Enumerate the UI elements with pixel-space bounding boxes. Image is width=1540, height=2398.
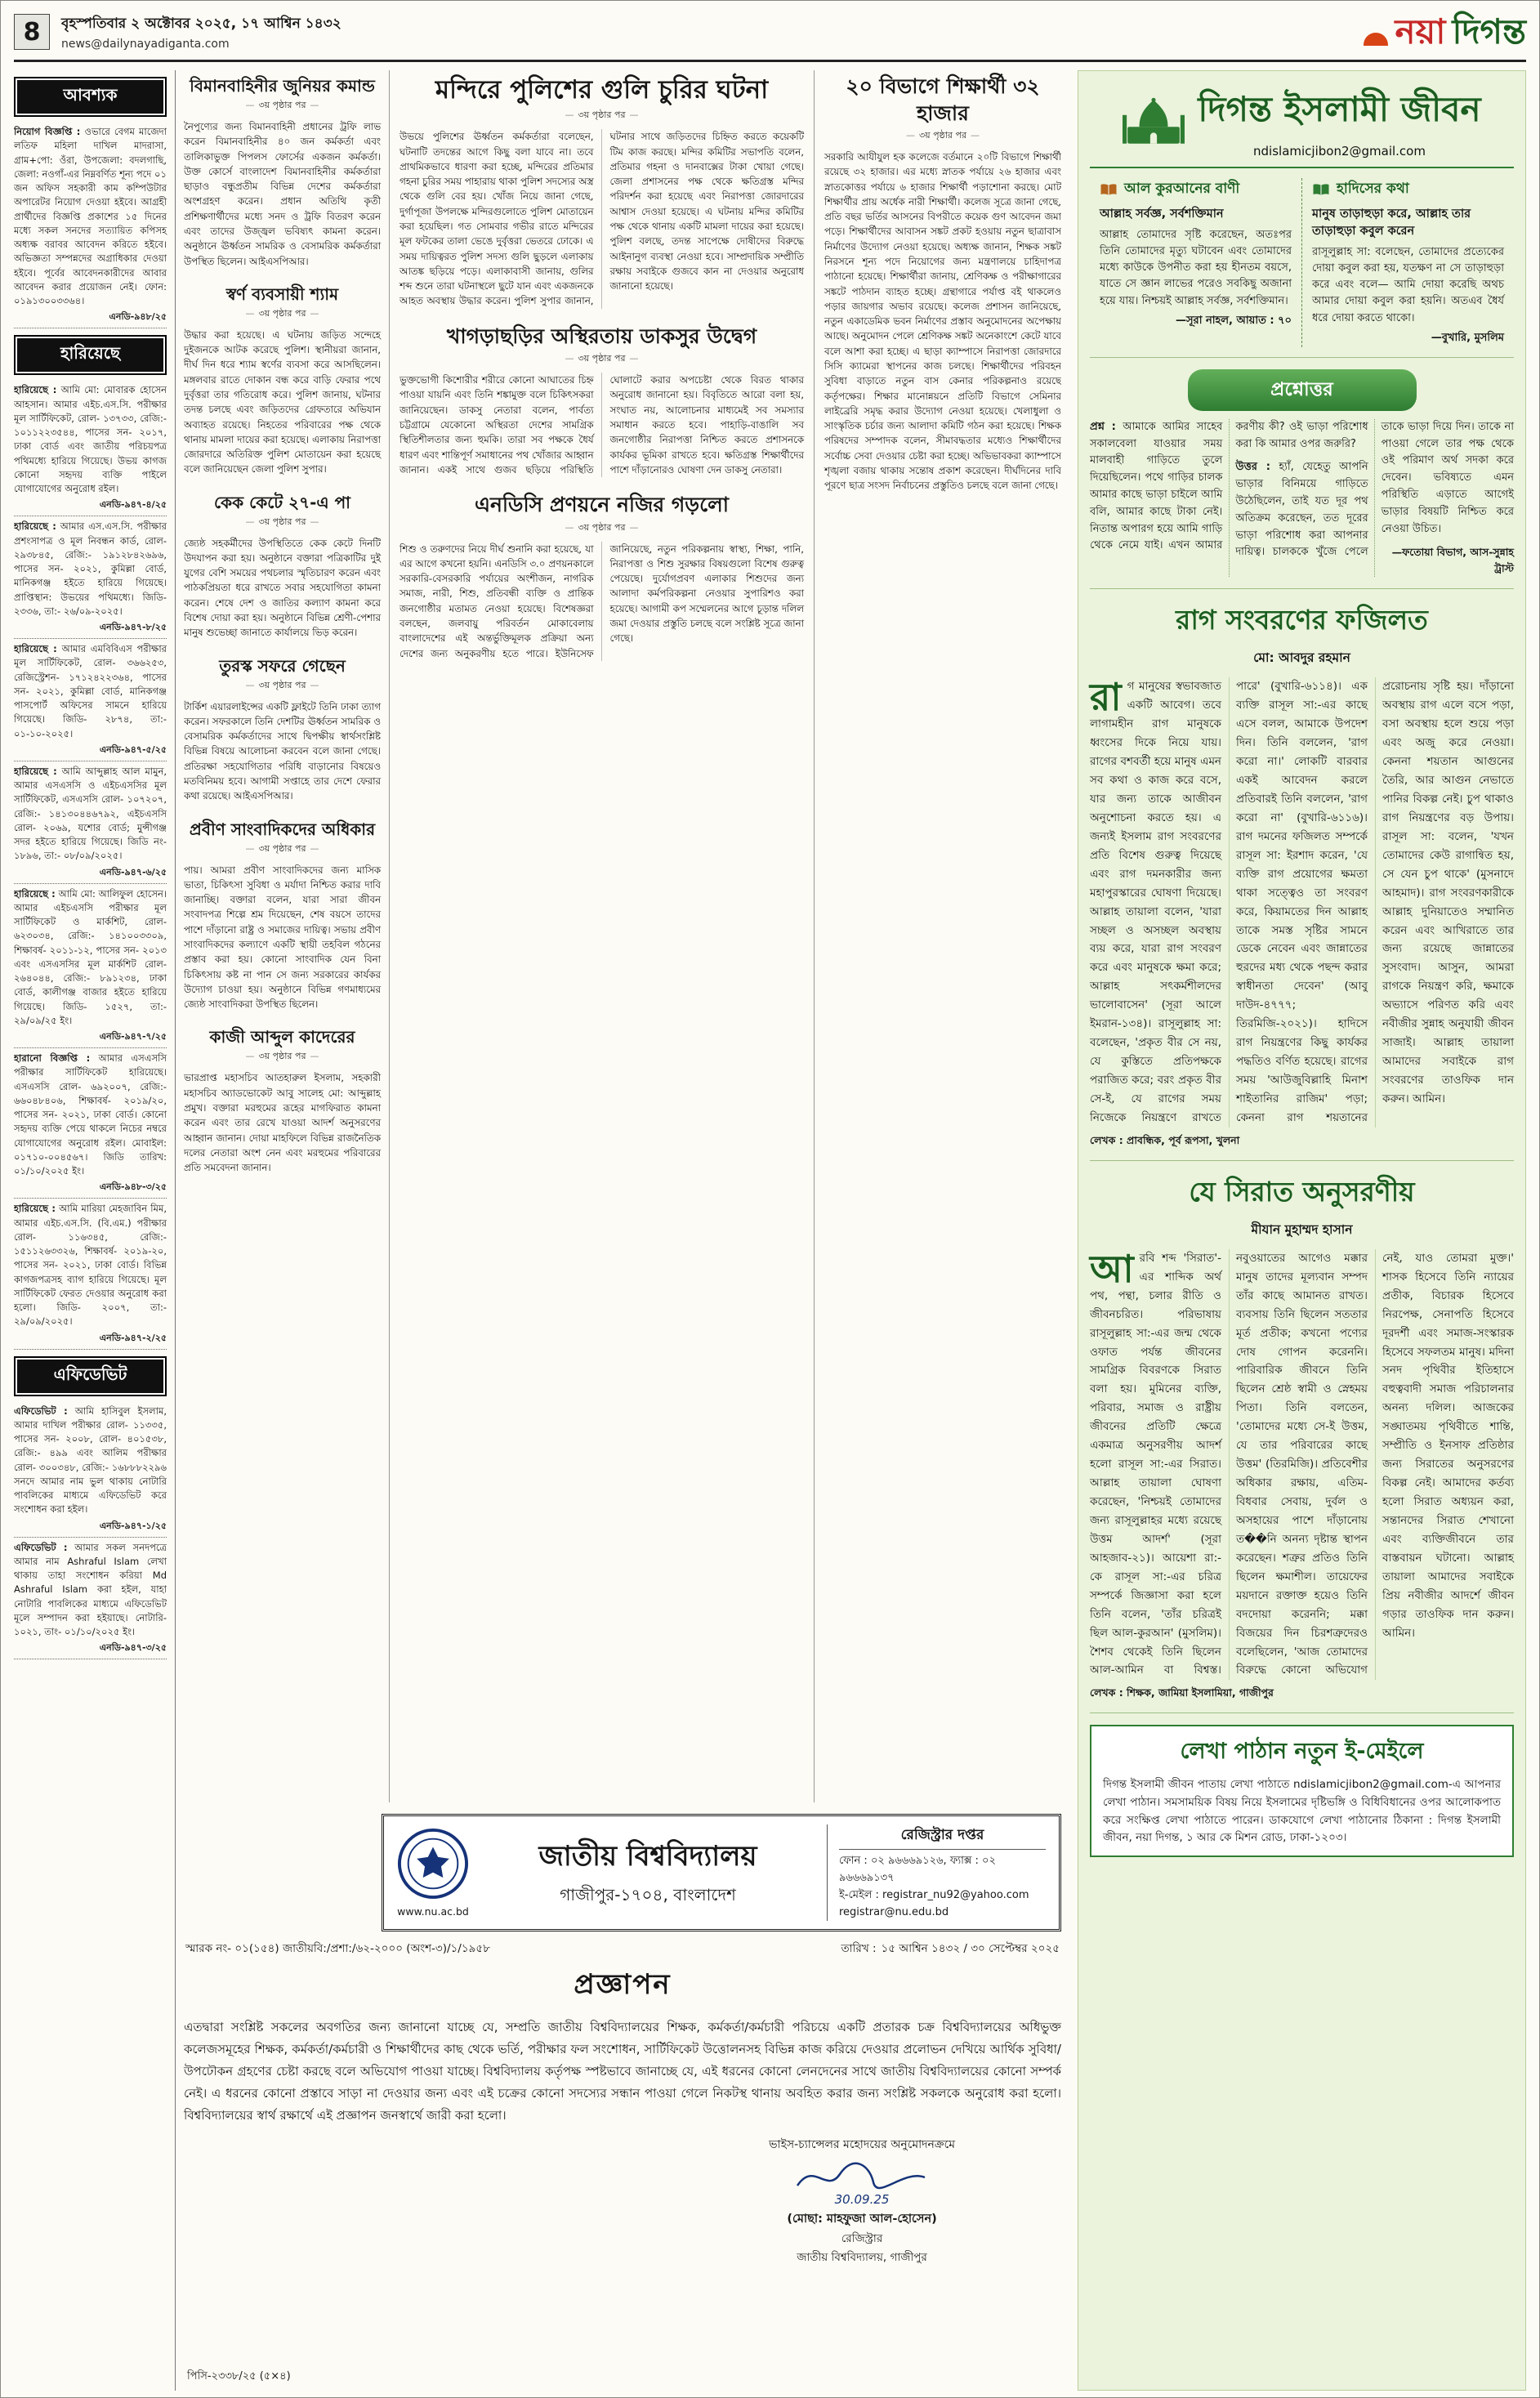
signer-designation: রেজিস্ট্রার bbox=[841, 2232, 883, 2246]
article-anger-control bbox=[1090, 589, 1514, 1161]
article-headline: কাজী আব্দুল কাদেরের bbox=[209, 1027, 355, 1047]
nu-registrar-office bbox=[827, 1824, 1046, 1921]
gazette-body: এতদ্বারা সংশ্লিষ্ট সকলের অবগতির জন্য জানানো যাচ্ছে যে, সম্প্রতি জাতীয় বিশ্ববিদ্যালয়ের শিক্ষক, কর্মকর্তা/কর্মচারী পরিচয়ে একটি প্রতারক চক্র বিশ্ববিদ্যালয়ের অধিভুক্ত কলেজসমূহের শিক্ষক, কর্মকর্তা/কর্মচারী ও শিক্ষার্থীদের কাছ থেকে ভর্তি, পরীক্ষার ফল সংশোধন, সার্টিফিকেট উত্তোলনসহ বিভিন্ন কাজ করিয়ে দেওয়ার প্রলোভন দেখিয়ে আর্থিক সুবিধা/উপঢৌকন গ্রহণের চেষ্টা করছে বলে অভিযোগ পাওয়া যাচ্ছে। বিশ্ববিদ্যালয় কর্তৃপক্ষ স্পষ্টভাবে জানাচ্ছে যে, এই ধরনের কোনো লেনদেনের সাথে জাতীয় বিশ্ববিদ্যালয়ের কোনো সম্পর্ক নেই। এ ধরনের কোনো প্রস্তাবে সাড়া না দেওয়ার জন্য এবং এই চক্রের কোনো সদস্যের সন্ধান পাওয়া গেলে নিকটস্থ থানায় অবহিত করার জন্য সংশ্লিষ্ট সকলকে অনুরোধ করা হলো। বিশ্ববিদ্যালয়ের স্বার্থ রক্ষার্থে এই প্রজ্ঞাপন জনস্বার্থে জারী করা হলো। bbox=[184, 2020, 1061, 2123]
classified-item bbox=[14, 1401, 167, 1538]
hadith-body: রাসূলুল্লাহ সা: বলেছেন, তোমাদের প্রত্যেকের দোয়া কবুল করা হয়, যতক্ষণ না সে তাড়াহুড়া করে এবং বলে— আমি দোয়া করেছি অথচ আমার দোয়া কবুল করা হয়নি। অতএব ধৈর্য ধরে দোয়া করতে থাকো। bbox=[1312, 246, 1504, 324]
nu-email-2: registrar@nu.edu.bd bbox=[839, 1905, 949, 1918]
continued-from-note: — ৩য় পৃষ্ঠার পর — bbox=[400, 520, 804, 536]
mosque-icon bbox=[1123, 96, 1185, 145]
article-veteran-journalists bbox=[184, 819, 381, 1012]
article-body: টার্কিশ এয়ারলাইন্সের একটি ফ্লাইটে তিনি ঢাকা ত্যাগ করেন। সফরকালে তিনি দেশটির ঊর্ধ্বতন সামরিক ও বেসামরিক কর্মকর্তাদের সাথে দ্বিপক্ষীয় স্বার্থসংশ্লিষ্ট বিভিন্ন বিষয়ে আলোচনা করবেন বলে জানা গেছে। প্রতিরক্ষা সহযোগিতার পরিধি বাড়ানোর বিষয়েও মতবিনিময় হবে। আগামী সপ্তাহে তার দেশে ফেরার কথা রয়েছে। আইএসপিআর। bbox=[184, 700, 381, 802]
classifieds-column bbox=[14, 70, 176, 2391]
page-number: 8 bbox=[14, 14, 50, 50]
classified-text: নিয়োগ বিজ্ঞপ্তি : ওভারে বেগম মাজেদা লতিফ মহিলা দাখিল মাদরাসা, গ্রাম+পো: ওঁরা, উপজেলা: বদলগাছি, জেলা: নওগাঁ-এর নিম্নবর্ণিত শূন্য পদে ০১ জন অফিস সহকারী কাম কম্পিউটার অপারেটর নিয়োগ দেওয়া হইবে। আগ্রহী প্রার্থীদের বিজ্ঞপ্তি প্রকাশের ১৫ দিনের মধ্যে সকল সনদের সত্যায়িত কপিসহ অধ্যক্ষ বরাবর আবেদন করিতে হইবে। অভিজ্ঞতা সম্পন্নদের অগ্রাধিকার দেওয়া হইবে। পূর্বের আবেদনকারীদের আবার আবেদন করার প্রয়োজন নেই। ফোন: ০১৯১৩০০৩৩৬৪। bbox=[14, 126, 167, 306]
qa-answer: উত্তর : হ্যাঁ, যেহেতু আপনি ভাড়ার বিনিময়ে গাড়িতে উঠেছিলেন, তাই যত দূর পথ অতিক্রম করেছেন, তত দূরের ভাড়া পরিশোধ করা আপনার দায়িত্ব। চালককে খুঁজে পেলে তাকে ভাড়া দিয়ে দিন। তাকে না পাওয়া গেলে তার পক্ষ থেকে ওই পরিমাণ অর্থ সদকা করে দেবেন। ভবিষ্যতে এমন পরিস্থিতি এড়াতে আগেই ভাড়ার বিষয়টি নিশ্চিত করে নেওয়া উচিত। bbox=[1235, 420, 1514, 559]
article-cake-27-years bbox=[184, 492, 381, 641]
article-seerah bbox=[1090, 1161, 1514, 1714]
nu-seal-logo bbox=[397, 1828, 469, 1900]
classified-code: এনডি-৯৪৭-২/২৫ bbox=[99, 1332, 167, 1343]
islamic-section-email: ndislamicjibon2@gmail.com bbox=[1253, 144, 1426, 159]
send-writing-title: লেখা পাঠান নতুন ই-মেইলে bbox=[1180, 1739, 1424, 1765]
signer-organization: জাতীয় বিশ্ববিদ্যালয়, গাজীপুর bbox=[797, 2251, 927, 2265]
article-headline: তুরস্ক সফরে গেছেন bbox=[219, 655, 346, 676]
article-32-thousand-students bbox=[824, 74, 1061, 493]
article-kazi-abdul-kader bbox=[184, 1026, 381, 1175]
sun-icon bbox=[1364, 33, 1388, 46]
masthead-rule bbox=[14, 60, 1526, 62]
article-headline: কেক কেটে ২৭-এ পা bbox=[214, 492, 350, 512]
nu-date-lines: ১৫ আশ্বিন ১৪৩২ / ৩০ সেপ্টেম্বর ২০২৫ bbox=[881, 1942, 1060, 1956]
islamic-title-wrap bbox=[1198, 83, 1480, 159]
nu-logo-cell bbox=[397, 1828, 469, 1918]
qa-question: প্রশ্ন : আমাকে আমির সাহেব সকালবেলা যাওয়ার সময় মালবাহী গাড়িতে তুলে দিয়েছিলেন। পথে গাড়ির চালক আমার কাছে ভাড়া চাইলে আমি বলি, আমার কাছে টাকা নেই। নিতান্ত অপারগ হয়ে আমি গাড়ি থেকে নেমে যাই। এখন আমার করণীয় কী? ওই ভাড়া পরিশোধ করা কি আমার ওপর জরুরি? bbox=[1090, 420, 1368, 552]
classified-code: এনডি-৯৪৭-৬/২৫ bbox=[99, 866, 167, 877]
qa-source: —ফতোয়া বিভাগ, আস-সুন্নাহ ট্রাস্ট bbox=[1391, 546, 1514, 575]
send-writing-box bbox=[1090, 1725, 1514, 1856]
classified-item bbox=[14, 639, 167, 761]
qa-body bbox=[1090, 419, 1514, 590]
classified-text: হারিয়েছে : আমি মো: মোবারক হোসেন আহসান। আমার এইচ.এস.সি. পরীক্ষার মূল সার্টিফিকেট, রোল- ১৩৭৩৩, রেজি:- ১০১১২২৩৫৪৪, পাসের সন- ২০১৭, ঢাকা বোর্ড এবং জাতীয় পরিচয়পত্র পথিমধ্যে হারিয়ে গিয়েছে। উভয় কাগজ কোনো সহৃদয় ব্যক্তি পাইলে যোগাযোগের অনুরোধ রইল। bbox=[14, 384, 167, 494]
hadith-title-row bbox=[1312, 178, 1504, 201]
nu-website: www.nu.ac.bd bbox=[397, 1905, 469, 1918]
middle-articles bbox=[184, 70, 1061, 1802]
logo-text-diganta: দিগন্ত bbox=[1452, 11, 1526, 51]
article-airforce-junior-command bbox=[184, 75, 381, 269]
classified-code: এনডি-৯৪৭-৩/২৫ bbox=[99, 1642, 167, 1654]
hadith-title: হাদিসের কথা bbox=[1337, 181, 1409, 197]
continued-from-note: — ৩য় পৃষ্ঠার পর — bbox=[184, 842, 381, 857]
hadith-source: —বুখারি, মুসলিম bbox=[1431, 331, 1504, 344]
signer-name: (মোছা: মাহফুজা আল-হোসেন) bbox=[787, 2213, 937, 2226]
nu-gazette-notice bbox=[184, 1814, 1061, 2391]
nu-memo-row bbox=[185, 1940, 1060, 1958]
section-header-aboshyok: আবশ্যক bbox=[14, 77, 167, 117]
classified-text: হারিয়েছে : আমি মো: আলিফুল হোসেন। আমার এইচএসসি পরীক্ষার মূল সার্টিফিকেট ও মার্কশিট, রোল- ৬২৩০৩৪, রেজি:- ১৪১০০৩৩০৯, শিক্ষাবর্ষ- ২০১১-১২, পাসের সন- ২০১৩ এবং এসএসসির মূল মার্কশিট রোল- ২৬৪০৪৪, রেজি:- ৮৯১২৩৪, ঢাকা বোর্ড, কালীগঞ্জ বাজার হইতে হারিয়ে গিয়েছে। জিডি- ১৫২৭, তা:- ২৯/০৯/২৫ ইং। bbox=[14, 887, 167, 1026]
quran-book-icon bbox=[1100, 183, 1118, 196]
hadith-box bbox=[1301, 178, 1514, 347]
continued-from-note: — ৩য় পৃষ্ঠার পর — bbox=[400, 351, 804, 367]
islamic-section-header bbox=[1090, 79, 1514, 168]
verse-row bbox=[1090, 168, 1514, 358]
article-ndc-precedent bbox=[400, 492, 804, 661]
nu-memo-number: স্মারক নং- ০১(১৫৪) জাতীয়বি:/প্রশা:/৬২-২০০০ (অংশ-৩)/১/১৯৫৮ bbox=[185, 1942, 490, 1956]
article-headline: বিমানবাহিনীর জুনিয়র কমান্ড bbox=[190, 76, 375, 96]
classified-item bbox=[14, 884, 167, 1049]
nu-letterhead bbox=[382, 1814, 1061, 1931]
classified-text: এফিডেভিট : আমার সকল সনদপত্রে আমার নাম Ashraful Islam লেখা থাকায় তাহা সংশোধন করিয়া Md Ashraful Islam করা হইল, যাহা নোটারি পাবলিকের মাধ্যমে এফিডেভিট মূলে সম্পাদন করা হইয়াছে। নোটারি- ১০২১, তাং- ০১/১০/২০২৫ ইং। bbox=[14, 1541, 167, 1637]
continued-from-note: — ৩য় পৃষ্ঠার পর — bbox=[184, 515, 381, 530]
classified-code: এনডি-৯৪৭-৭/২৫ bbox=[99, 1031, 167, 1042]
dateline bbox=[61, 13, 341, 51]
send-writing-body: দিগন্ত ইসলামী জীবন পাতায় লেখা পাঠাতে ndislamicjibon2@gmail.com-এ আপনার লেখা পাঠান। সমসাময়িক বিষয় নিয়ে ইসলামের দৃষ্টিভঙ্গি ও বিধিবিধানের ওপর আলোকপাত করে সংক্ষিপ্ত লেখা পাঠাতে পারেন। ডাকযোগে লেখা পাঠানোর ঠিকানা : দিগন্ত ইসলামী জীবন, নয়া দিগন্ত, ১ আর কে মিশন রোড, ঢাকা-১২০৩। bbox=[1103, 1778, 1501, 1845]
quran-verse-title: আল কুরআনের বাণী bbox=[1124, 181, 1240, 197]
classified-text: হারিয়েছে : আমি আব্দুল্লাহ আল মামুন, আমার এসএসসি ও এইচএসসির মূল সার্টিফিকেট, এসএসসি রোল- ১০৭২০৭, রেজি:- ১৪১৩০৪৪৬৭৯২, এইচএসসি রোল- ২০৬৯, যশোর বোর্ড; মুন্সীগঞ্জ সদর হইতে হারিয়ে গিয়েছে। জিডি নং- ১৮৯৬, তা:- ০৮/০৯/২০২৫। bbox=[14, 765, 167, 862]
nu-university-address: গাজীপুর-১৭০৪, বাংলাদেশ bbox=[560, 1885, 736, 1905]
quran-verse-body: আল্লাহ তোমাদের সৃষ্টি করেছেন, অতঃপর তিনি তোমাদের মৃত্যু ঘটাবেন এবং তোমাদের মধ্যে কাউকে উপনীত করা হয় হীনতম বয়সে, যাতে সে জ্ঞান লাভের পরেও সবকিছু অজানা হয়ে যায়। নিশ্চয়ই আল্লাহ সর্বজ্ঞ, সর্বশক্তিমান। bbox=[1100, 229, 1292, 307]
approval-line: ভাইস-চ্যান্সেলর মহোদয়ের অনুমোদনক্রমে bbox=[769, 2138, 955, 2152]
article-turkey-visit bbox=[184, 655, 381, 804]
article-headline: প্রবীণ সাংবাদিকদের অধিকার bbox=[189, 819, 376, 839]
nu-office-title: রেজিস্ট্রার দপ্তর bbox=[839, 1824, 1046, 1850]
middle-column-2 bbox=[390, 70, 815, 1802]
classified-code: এনডি-৯৪৭-৪/২৫ bbox=[99, 499, 167, 511]
article-body: ভারপ্রাপ্ত মহাসচিব আতহারুল ইসলাম, সহকারী মহাসচিব অ্যাডভোকেট আবু সালেহ মো: আব্দুল্লাহ প্রমুখ। বক্তারা মরহুমের রূহের মাগফিরাত কামনা করেন এবং তার রেখে যাওয়া আদর্শ অনুসরণের আহ্বান জানান। দোয়া মাহফিলে বিভিন্ন রাজনৈতিক দলের নেতারা অংশ নেন এবং মরহুমের পরিবারের প্রতি সমবেদনা জানান। bbox=[184, 1072, 381, 1174]
nu-email-1: ই-মেইল : registrar_nu92@yahoo.com bbox=[839, 1888, 1029, 1901]
print-code: পিসি-২৩৩৮/২৫ (৫×৪) bbox=[187, 2370, 291, 2382]
article-headline: খাগড়াছড়ির অস্থিরতায় ডাকসুর উদ্বেগ bbox=[446, 324, 757, 348]
article-body: জ্যেষ্ঠ সহকর্মীদের উপস্থিতিতে কেক কেটে দিনটি উদযাপন করা হয়। অনুষ্ঠানে বক্তারা পত্রিকাটির দুই যুগের বেশি সময়ের পথচলার স্মৃতিচারণ করেন এবং পাঠকপ্রিয়তা ধরে রাখতে সবার সহযোগিতা কামনা করেন। শেষে দেশ ও জাতির কল্যাণ কামনা করে বিশেষ দোয়া করা হয়। অনুষ্ঠানে বিভিন্ন শ্রেণী-পেশার মানুষ শুভেচ্ছা জানাতে কার্যালয়ে ভিড় করেন। bbox=[184, 537, 381, 639]
classified-code: এনডি-৯৪৭-৮/২৫ bbox=[99, 622, 167, 632]
continued-from-note: — ৩য় পৃষ্ঠার পর — bbox=[824, 128, 1061, 144]
dropcap-letter: রা bbox=[1090, 675, 1122, 720]
islamic-article-footer: লেখক : শিক্ষক, জামিয়া ইসলামিয়া, গাজীপুর bbox=[1090, 1686, 1274, 1699]
classified-text: এফিডেভিট : আমি হাসিবুল ইসলাম, আমার দাখিল পরীক্ষার রোল- ১১৩৩৫, পাসের সন- ২০০৮, রোল- ৪০১৫৩৮, রেজি:- ৪৯৯ এবং আলিম পরীক্ষার রোল- ৩০০৩৪৮, রেজি:- ১৬৮৮৮২২৯৬ সনদে আমার নাম ভুল থাকায় নোটারি পাবলিকের মাধ্যমে এফিডেভিট করে সংশোধন করা হইল। bbox=[14, 1404, 167, 1516]
qa-ribbon-title: প্রশ্নোত্তর bbox=[1188, 369, 1417, 411]
continued-from-note: — ৩য় পৃষ্ঠার পর — bbox=[184, 306, 381, 322]
logo-text-naya: নয়া bbox=[1395, 11, 1446, 51]
middle-section bbox=[176, 70, 1069, 2391]
continued-from-note: — ৩য় পৃষ্ঠার পর — bbox=[184, 98, 381, 114]
classified-code: এনডি-৯৪৭-১/২৫ bbox=[99, 1520, 167, 1531]
section-header-lost: হারিয়েছে bbox=[14, 335, 167, 375]
continued-from-note: — ৩য় পৃষ্ঠার পর — bbox=[184, 678, 381, 694]
classified-code: এনডি-৯৪৮-৩/২৫ bbox=[99, 1181, 167, 1193]
classified-text: হারিয়েছে : আমার এস.এস.সি. পরীক্ষার প্রশংসাপত্র ও মূল নিবন্ধন কার্ড, রোল- ২৯৩৮৪৫, রেজি:- ১৯১২৮৪২৬৯৬, পাসের সন- ২০২১, কুমিল্লা বোর্ড, মানিকগঞ্জ হইতে হারিয়ে গিয়েছে। প্রাপ্তিস্থান: উভয়ের পথিমধ্যে। জিডি- ২৩৩৬, তা:- ২৬/০৯-২০২৫। bbox=[14, 520, 167, 617]
quran-verse-title-row bbox=[1100, 178, 1292, 201]
masthead-left bbox=[14, 13, 341, 51]
classified-item bbox=[14, 761, 167, 884]
classified-text: হারিয়েছে : আমি মারিয়া মেহজাবিন মিম, আমার এইচ.এস.সি. (বি.এম.) পরীক্ষার রোল- ১১৬৩৪৫, রেজি:- ১৫১১২৬৩৩২৬, শিক্ষাবর্ষ- ২০১৯-২০, পাসের সন- ২০২১, ঢাকা বোর্ড। বিভিন্ন কাগজপত্রসহ ব্যাগ হারিয়ে গিয়েছে। মূল সার্টিফিকেট ফেরত দেওয়ার অনুরোধ করা হলো। জিডি- ২০০৭, তা:- ২৯/০৯/২০২৫। bbox=[14, 1203, 167, 1328]
masthead-email: news@dailynayadiganta.com bbox=[61, 38, 230, 51]
dropcap-letter: আ bbox=[1090, 1246, 1134, 1291]
quran-verse-box bbox=[1090, 178, 1301, 347]
section-header-affidavit: এফিডেভিট bbox=[14, 1356, 167, 1396]
islamic-article-footer: লেখক : প্রাবন্ধিক, পূর্ব রূপসা, খুলনা bbox=[1090, 1133, 1240, 1146]
classified-item bbox=[14, 516, 167, 639]
quran-verse-source: —সূরা নাহল, আয়াত : ৭০ bbox=[1175, 314, 1292, 327]
date-line: বৃহস্পতিবার ২ অক্টোবর ২০২৫, ১৭ আশ্বিন ১৪৩২ bbox=[61, 16, 341, 32]
classified-item bbox=[14, 380, 167, 516]
article-temple-police-firing bbox=[400, 74, 804, 309]
hadith-book-icon bbox=[1312, 183, 1330, 196]
classified-item bbox=[14, 1538, 167, 1660]
page-content bbox=[14, 70, 1526, 2391]
middle-column-1 bbox=[184, 70, 390, 1802]
islamic-article-author: মো: আবদুর রহমান bbox=[1253, 650, 1350, 666]
middle-column-3 bbox=[815, 70, 1061, 1802]
newspaper-logo bbox=[1364, 11, 1526, 51]
article-headline: ২০ বিভাগে শিক্ষার্থী ৩২ হাজার bbox=[846, 74, 1040, 125]
nu-phone: ফোন : ০২ ৯৬৬৬৯১২৬, ফ্যাক্স : ০২ ৯৬৬৬৯১৩৭ bbox=[839, 1855, 996, 1884]
classified-item bbox=[14, 122, 167, 328]
article-body: উদ্ধার করা হয়েছে। এ ঘটনায় জড়িত সন্দেহে দুইজনকে আটক করেছে পুলিশ। স্থানীয়রা জানান, দীর্ঘ দিন ধরে শ্যাম স্বর্ণের ব্যবসা করে আসছিলেন। মঙ্গলবার রাতে দোকান বন্ধ করে বাড়ি ফেরার পথে দুর্বৃত্তরা তার গতিরোধ করে। পুলিশ জানায়, ঘটনার তদন্ত চলছে এবং জড়িতদের গ্রেফতারে অভিযান অব্যাহত রয়েছে। নিহতের পরিবারের পক্ষ থেকে থানায় মামলা দায়ের করা হয়েছে। এলাকায় নিরাপত্তা জোরদারে অতিরিক্ত পুলিশ মোতায়েন করা হয়েছে বলে জানিয়েছেন জেলা পুলিশ সুপার। bbox=[184, 328, 381, 476]
islamic-life-section bbox=[1078, 70, 1526, 2391]
classified-code: এনডি-৯৪৭-৫/২৫ bbox=[99, 744, 167, 755]
islamic-article-headline: রাগ সংবরণের ফজিলত bbox=[1176, 604, 1428, 636]
nu-title-block bbox=[482, 1835, 814, 1910]
nu-date-block bbox=[841, 1940, 1060, 1958]
quran-verse-heading: আল্লাহ সর্বজ্ঞ, সর্বশক্তিমান bbox=[1100, 208, 1224, 221]
islamic-article-headline: যে সিরাত অনুসরণীয় bbox=[1189, 1175, 1415, 1208]
signature-block bbox=[769, 2135, 955, 2267]
classified-item bbox=[14, 1048, 167, 1199]
signature-row bbox=[184, 2135, 1061, 2267]
article-body: উভয়ে পুলিশের ঊর্ধ্বতন কর্মকর্তারা বলেছেন, ঘটনাটি তদন্তের আগে কিছু বলা যাবে না। তবে প্রাথমিকভাবে ধারণা করা হচ্ছে, মন্দিরের প্রতিমার গহনা চুরির সময় পাহারায় থাকা পুলিশ সদস্যের অস্ত্র থেকে গুলি বের হয়। খোঁজ নিয়ে জানা গেছে, দুর্গাপূজা উপলক্ষে মন্দিরগুলোতে পুলিশ মোতায়েন করা হয়েছিল। গত সোমবার গভীর রাতে মন্দিরের মূল ফটকের তালা ভেঙে দুর্বৃত্তরা ভেতরে ঢোকে। এ সময় দায়িত্বরত পুলিশ সদস্য গুলি ছুড়লে এলাকায় আতঙ্ক ছড়িয়ে পড়ে। এলাকাবাসী জানায়, গুলির শব্দ শুনে তারা ঘটনাস্থলে ছুটে যান এবং একজনকে আহত অবস্থায় উদ্ধার করেন। পুলিশ সুপার জানান, ঘটনার সাথে জড়িতদের চিহ্নিত করতে কয়েকটি টিম কাজ করছে। মন্দির কমিটির সভাপতি বলেন, প্রতিমার গহনা ও দানবাক্সের টাকা খোয়া গেছে। জেলা প্রশাসনের পক্ষ থেকে ক্ষতিগ্রস্ত মন্দির পরিদর্শন করা হয়েছে এবং নিরাপত্তা জোরদারের আশ্বাস দেওয়া হয়েছে। এ ঘটনায় মন্দির কমিটির পক্ষ থেকে থানায় একটি মামলা দায়ের করা হয়েছে। পুলিশ বলছে, তদন্ত সাপেক্ষে দোষীদের বিরুদ্ধে আইনানুগ ব্যবস্থা নেওয়া হবে। সাম্প্রদায়িক সম্প্রীতি রক্ষায় সবাইকে গুজবে কান না দেওয়ার অনুরোধ জানানো হয়েছে। bbox=[400, 131, 804, 307]
classified-text: হারানো বিজ্ঞপ্তি : আমার এসএসসি পরীক্ষার সার্টিফিকেট হারিয়েছে। এসএসসি রোল- ৬৯২০০৭, রেজি:- ৬৬০৪৮৪০৬, শিক্ষাবর্ষ- ২০১৯/২০, পাসের সন- ২০২১, ঢাকা বোর্ড। কোনো সহৃদয় ব্যক্তি পেয়ে থাকলে নিচের নম্বরে যোগাযোগের অনুরোধ রইল। মোবাইল: ০১৭১০-০০৪৫৬৭। জিডি তারিখ: ০১/১০/২০২৫ ইং। bbox=[14, 1052, 167, 1177]
islamic-article-body: রাগ মানুষের স্বভাবজাত একটি আবেগ। তবে লাগামহীন রাগ মানুষকে ধ্বংসের দিকে নিয়ে যায়। রাগের বশবর্তী হয়ে মানুষ এমন সব কথা ও কাজ করে বসে, যার জন্য তাকে আজীবন অনুশোচনা করতে হয়। এ জন্যই ইসলাম রাগ সংবরণের প্রতি বিশেষ গুরুত্ব দিয়েছে এবং রাগ দমনকারীর জন্য মহাপুরস্কারের ঘোষণা দিয়েছে। আল্লাহ তায়ালা বলেন, 'যারা সচ্ছল ও অসচ্ছল অবস্থায় ব্যয় করে, যারা রাগ সংবরণ করে এবং মানুষকে ক্ষমা করে; আল্লাহ সৎকর্মশীলদের ভালোবাসেন' (সূরা আলে ইমরান-১৩৪)। রাসূলুল্লাহ সা: বলেছেন, 'প্রকৃত বীর সে নয়, যে কুস্তিতে প্রতিপক্ষকে পরাজিত করে; বরং প্রকৃত বীর সে-ই, যে রাগের সময় নিজেকে নিয়ন্ত্রণে রাখতে পারে' (বুখারি-৬১১৪)। এক ব্যক্তি রাসূল সা:-এর কাছে এসে বলল, আমাকে উপদেশ দিন। তিনি বললেন, 'রাগ করো না।' লোকটি বারবার একই আবেদন করলে প্রতিবারই তিনি বললেন, 'রাগ করো না' (বুখারি-৬১১৬)। রাগ দমনের ফজিলত সম্পর্কে রাসূল সা: ইরশাদ করেন, 'যে ব্যক্তি রাগ প্রয়োগের ক্ষমতা থাকা সত্ত্বেও তা সংবরণ করে, কিয়ামতের দিন আল্লাহ তাকে সমস্ত সৃষ্টির সামনে ডেকে নেবেন এবং জান্নাতের হুরদের মধ্য থেকে পছন্দ করার স্বাধীনতা দেবেন' (আবু দাউদ-৪৭৭৭; তিরমিজি-২০২১)। হাদিসে রাগ নিয়ন্ত্রণের কিছু কার্যকর পদ্ধতিও বর্ণিত হয়েছে। রাগের সময় 'আউজুবিল্লাহি মিনাশ শাইতানির রাজিম' পড়া; কেননা রাগ শয়তানের প্ররোচনায় সৃষ্টি হয়। দাঁড়ানো অবস্থায় রাগ এলে বসে পড়া, বসা অবস্থায় হলে শুয়ে পড়া এবং অজু করে নেওয়া। কেননা শয়তান আগুনের তৈরি, আর আগুন নেভাতে পানির বিকল্প নেই। চুপ থাকাও রাগ নিয়ন্ত্রণের বড় উপায়। রাসূল সা: বলেন, 'যখন তোমাদের কেউ রাগান্বিত হয়, সে যেন চুপ থাকে' (মুসনাদে আহমাদ)। রাগ সংবরণকারীকে আল্লাহ দুনিয়াতেও সম্মানিত করেন এবং আখিরাতে তার জন্য রয়েছে জান্নাতের সুসংবাদ। আসুন, আমরা রাগকে নিয়ন্ত্রণ করি, ক্ষমাকে অভ্যাসে পরিণত করি এবং নবীজীর সুন্নাহ অনুযায়ী জীবন সাজাই। আল্লাহ তায়ালা আমাদের সবাইকে রাগ সংবরণের তাওফিক দান করুন। আমিন। bbox=[1090, 675, 1514, 1124]
classified-text: হারিয়েছে : আমার এমবিবিএস পরীক্ষার মূল সার্টিফিকেট, রোল- ৩৬৬২৫৩, রেজিস্ট্রেশন- ১৭১২৪২২৩৬৪, পাসের সন- ২০২১, কুমিল্লা বোর্ড, মানিকগঞ্জ পাসপোর্ট অফিসের সামনে হারিয়ে গিয়েছে। জিডি- ২৮৭৪, তা:- ০১-১০-২০২৫। bbox=[14, 643, 167, 739]
nu-university-name: জাতীয় বিশ্ববিদ্যালয় bbox=[538, 1840, 757, 1873]
article-body: নৈপুণ্যের জন্য বিমানবাহিনী প্রধানের ট্রফি লাভ করেন বিমানবাহিনীর ৪০ জন কর্মকর্তা এবং তালিকাভুক্ত পিপলস ফোর্সের একজন কর্মকর্তা। উক্ত কোর্সে বাংলাদেশ বিমানবাহিনীর কর্মকর্তারা ছাড়াও বন্ধুপ্রতীম বিভিন্ন দেশের কর্মকর্তারা অংশগ্রহণ করেন। প্রধান অতিথি কৃতী প্রশিক্ষণার্থীদের মধ্যে সনদ ও ট্রফি বিতরণ করেন এবং তাদের উজ্জ্বল ভবিষ্যৎ কামনা করেন। অনুষ্ঠানে ঊর্ধ্বতন সামরিক ও বেসামরিক কর্মকর্তারা উপস্থিত ছিলেন। আইএসপিআর। bbox=[184, 121, 381, 267]
hadith-heading: মানুষ তাড়াহুড়া করে, আল্লাহ তার তাড়াহুড়া কবুল করেন bbox=[1312, 208, 1471, 239]
article-gold-trader bbox=[184, 284, 381, 477]
classified-code: এনডি-৯৪৮/২৫ bbox=[109, 311, 167, 323]
continued-from-note: — ৩য় পৃষ্ঠার পর — bbox=[184, 1049, 381, 1065]
masthead bbox=[14, 9, 1526, 55]
article-body: পায়। আমরা প্রবীণ সাংবাদিকদের জন্য মাসিক ভাতা, চিকিৎসা সুবিধা ও মর্যাদা নিশ্চিত করার দাবি জানাচ্ছি। বক্তারা বলেন, যারা সারা জীবন সংবাদপত্র শিল্পে শ্রম দিয়েছেন, শেষ বয়সে তাদের পাশে দাঁড়ানো রাষ্ট্র ও সমাজের দায়িত্ব। সভায় প্রবীণ সাংবাদিকদের কল্যাণে একটি স্থায়ী তহবিল গঠনের প্রস্তাব করা হয়। কোনো সাংবাদিক যেন বিনা চিকিৎসায় কষ্ট না পান সে জন্য সরকারের কার্যকর উদ্যোগ চাওয়া হয়। অনুষ্ঠানে বিভিন্ন গণমাধ্যমের জ্যেষ্ঠ সাংবাদিকরা উপস্থিত ছিলেন। bbox=[184, 864, 381, 1011]
nu-date-label: তারিখ : bbox=[841, 1942, 877, 1956]
signature-date: 30.09.25 bbox=[834, 2192, 890, 2208]
classified-item bbox=[14, 1199, 167, 1349]
islamic-article-author: মীযান মুহাম্মদ হাসান bbox=[1251, 1221, 1353, 1237]
article-headline: স্বর্ণ ব্যবসায়ী শ্যাম bbox=[225, 284, 339, 304]
article-body: শিশু ও তরুণদের নিয়ে দীর্ঘ শুনানি করা হয়েছে, যা এর আগে কখনো হয়নি। এনডিসি ৩.০ প্রণয়নকালে সরকারি-বেসরকারি পর্যায়ের অংশীজন, নাগরিক সমাজ, নারী, শিশু, প্রতিবন্ধী ব্যক্তি ও প্রান্তিক জনগোষ্ঠীর মতামত নেওয়া হয়েছে। বিশেষজ্ঞরা বলছেন, জলবায়ু পরিবর্তন মোকাবেলায় বাংলাদেশের এই অন্তর্ভুক্তিমূলক প্রক্রিয়া অন্য দেশের জন্য অনুকরণীয় হতে পারে। ইউনিসেফ জানিয়েছে, নতুন পরিকল্পনায় স্বাস্থ্য, শিক্ষা, পানি, নিরাপত্তা ও শিশু সুরক্ষার বিষয়গুলো বিশেষ গুরুত্ব পেয়েছে। দুর্যোগপ্রবণ এলাকার শিশুদের জন্য আলাদা কর্মপরিকল্পনা নেওয়ার সুপারিশও করা হয়েছে। আগামী কপ সম্মেলনের আগে চূড়ান্ত দলিল জমা দেওয়ার প্রস্তুতি চলছে বলে সংশ্লিষ্ট সূত্রে জানা গেছে। bbox=[400, 543, 804, 659]
gazette-title: প্রজ্ঞাপন bbox=[574, 1968, 672, 2002]
article-headline: মন্দিরে পুলিশের গুলি চুরির ঘটনা bbox=[435, 75, 769, 105]
signature-icon bbox=[792, 2158, 931, 2195]
article-body: ভুক্তভোগী কিশোরীর শরীরে কোনো আঘাতের চিহ্ন পাওয়া যায়নি এবং তিনি শঙ্কামুক্ত বলে চিকিৎসকরা জানিয়েছেন। ডাকসু নেতারা বলেন, পার্বত্য চট্টগ্রামে যেকোনো অস্থিরতা দেশের সামগ্রিক স্থিতিশীলতার জন্য হুমকি। তারা সব পক্ষকে ধৈর্য ধারণ এবং শান্তিপূর্ণ সমাধানের পথ খোঁজার আহ্বান জানান। একই সাথে গুজব ছড়িয়ে পরিস্থিতি ঘোলাটে করার অপচেষ্টা থেকে বিরত থাকার অনুরোধ জানানো হয়। বিবৃতিতে আরো বলা হয়, সংঘাত নয়, আলোচনার মাধ্যমেই সব সমস্যার সমাধান করতে হবে। পাহাড়ি-বাঙালি সব জনগোষ্ঠীর নিরাপত্তা নিশ্চিত করতে প্রশাসনকে কার্যকর ভূমিকা রাখতে হবে। ক্ষতিগ্রস্ত শিক্ষার্থীদের পাশে দাঁড়ানোরও ঘোষণা দেন ডাকসু নেতারা। bbox=[400, 374, 804, 476]
islamic-section-title: দিগন্ত ইসলামী জীবন bbox=[1198, 89, 1481, 129]
article-body: সরকারি আযীযুল হক কলেজে বর্তমানে ২০টি বিভাগে শিক্ষার্থী রয়েছে ৩২ হাজার। এর মধ্যে স্নাতক পর্যায়ে ২৬ হাজার এবং স্নাতকোত্তর পর্যায়ে ৬ হাজার শিক্ষার্থী পড়াশোনা করছে। মোট শিক্ষার্থীর প্রায় অর্ধেক নারী শিক্ষার্থী। কলেজ সূত্রে জানা গেছে, প্রতি বছর ভর্তির আসনের বিপরীতে কয়েক গুণ আবেদন জমা পড়ে। শিক্ষার্থীদের আবাসন সঙ্কট প্রকট হওয়ায় নতুন ছাত্রাবাস নির্মাণের উদ্যোগ নেওয়া হয়েছে। অধ্যক্ষ জানান, শিক্ষক সঙ্কট নিরসনে শূন্য পদে নিয়োগের জন্য মন্ত্রণালয়ে চাহিদাপত্র পাঠানো হয়েছে। শিক্ষার্থীরা জানায়, শ্রেণিকক্ষ ও পরীক্ষাগারের সঙ্কটে পাঠদান ব্যাহত হচ্ছে। গ্রন্থাগারে পর্যাপ্ত বই থাকলেও পড়ার জায়গার অভাব রয়েছে। কলেজ প্রশাসন জানিয়েছে, নতুন একাডেমিক ভবন নির্মাণের প্রস্তাব অনুমোদনের অপেক্ষায় আছে। অনুমোদন পেলে শ্রেণিকক্ষ সঙ্কট অনেকাংশে কেটে যাবে বলে আশা করা হচ্ছে। এ ছাড়া ক্যাম্পাসে নিরাপত্তা জোরদারে সিসি ক্যামেরা স্থাপনের কাজ চলছে। শিক্ষার্থীদের পরিবহন সুবিধা বাড়াতে নতুন বাস কেনার পরিকল্পনাও রয়েছে কর্তৃপক্ষের। শিক্ষার মানোন্নয়নে প্রতিটি বিভাগে সেমিনার লাইব্রেরি সমৃদ্ধ করার উদ্যোগ নেওয়া হয়েছে। খেলাধুলা ও সাংস্কৃতিক চর্চার জন্য আলাদা কমিটি গঠন করা হয়েছে। শিক্ষক পরিষদের সম্পাদক বলেন, সীমাবদ্ধতার মধ্যেও শিক্ষার্থীদের সর্বোচ্চ সেবা দেওয়ার চেষ্টা করা হচ্ছে। অভিভাবকরা ক্যাম্পাসে শৃঙ্খলা বজায় থাকায় সন্তোষ প্রকাশ করেছেন। দীর্ঘদিনের দাবি পূরণে ছাত্র সংসদ নির্বাচনের প্রস্তুতিও চলছে বলে জানা গেছে। bbox=[824, 151, 1061, 492]
article-khagrachari-ducsu bbox=[400, 324, 804, 477]
islamic-article-body: আরবি শব্দ 'সিরাত'-এর শাব্দিক অর্থ পথ, পন্থা, চলার রীতি ও জীবনচরিত। পরিভাষায় রাসূলুল্লাহ সা:-এর জন্ম থেকে ওফাত পর্যন্ত জীবনের সামগ্রিক বিবরণকে সিরাত বলা হয়। মুমিনের ব্যক্তি, পরিবার, সমাজ ও রাষ্ট্রীয় জীবনের প্রতিটি ক্ষেত্রে একমাত্র অনুসরণীয় আদর্শ হলো রাসূল সা:-এর সিরাত। আল্লাহ তায়ালা ঘোষণা করেছেন, 'নিশ্চয়ই তোমাদের জন্য রাসূলুল্লাহর মধ্যে রয়েছে উত্তম আদর্শ' (সূরা আহজাব-২১)। আয়েশা রা:-কে রাসূল সা:-এর চরিত্র সম্পর্কে জিজ্ঞাসা করা হলে তিনি বলেন, 'তাঁর চরিত্রই ছিল আল-কুরআন' (মুসলিম)। শৈশব থেকেই তিনি ছিলেন আল-আমিন বা বিশ্বস্ত। নবুওয়াতের আগেও মক্কার মানুষ তাদের মূল্যবান সম্পদ তাঁর কাছে আমানত রাখত। ব্যবসায় তিনি ছিলেন সততার মূর্ত প্রতীক; কখনো পণ্যের দোষ গোপন করেননি। পারিবারিক জীবনে তিনি ছিলেন শ্রেষ্ঠ স্বামী ও স্নেহময় পিতা। তিনি বলতেন, 'তোমাদের মধ্যে সে-ই উত্তম, যে তার পরিবারের কাছে উত্তম' (তিরমিজি)। প্রতিবেশীর অধিকার রক্ষায়, এতিম-বিধবার সেবায়, দুর্বল ও অসহায়ের পাশে দাঁড়ানোয় ত��নি অনন্য দৃষ্টান্ত স্থাপন করেছেন। শত্রুর প্রতিও তিনি ছিলেন ক্ষমাশীল। তায়েফের ময়দানে রক্তাক্ত হয়েও তিনি বদদোয়া করেননি; মক্কা বিজয়ের দিন চিরশত্রুদেরও বলেছিলেন, 'আজ তোমাদের বিরুদ্ধে কোনো অভিযোগ নেই, যাও তোমরা মুক্ত।' শাসক হিসেবে তিনি ন্যায়ের প্রতীক, বিচারক হিসেবে নিরপেক্ষ, সেনাপতি হিসেবে দূরদর্শী এবং সমাজ-সংস্কারক হিসেবে সফলতম মানুষ। মদিনা সনদ পৃথিবীর ইতিহাসে বহুত্ববাদী সমাজ পরিচালনার অনন্য দলিল। আজকের সঙ্ঘাতময় পৃথিবীতে শান্তি, সম্প্রীতি ও ইনসাফ প্রতিষ্ঠার জন্য সিরাতের অনুসরণের বিকল্প নেই। আমাদের কর্তব্য হলো সিরাত অধ্যয়ন করা, সন্তানদের সিরাত শেখানো এবং ব্যক্তিজীবনে তার বাস্তবায়ন ঘটানো। আল্লাহ তায়ালা আমাদের সবাইকে প্রিয় নবীজীর আদর্শে জীবন গড়ার তাওফিক দান করুন। আমিন। bbox=[1090, 1246, 1514, 1677]
continued-from-note: — ৩য় পৃষ্ঠার পর — bbox=[400, 108, 804, 123]
article-headline: এনডিসি প্রণয়নে নজির গড়লো bbox=[474, 493, 730, 517]
